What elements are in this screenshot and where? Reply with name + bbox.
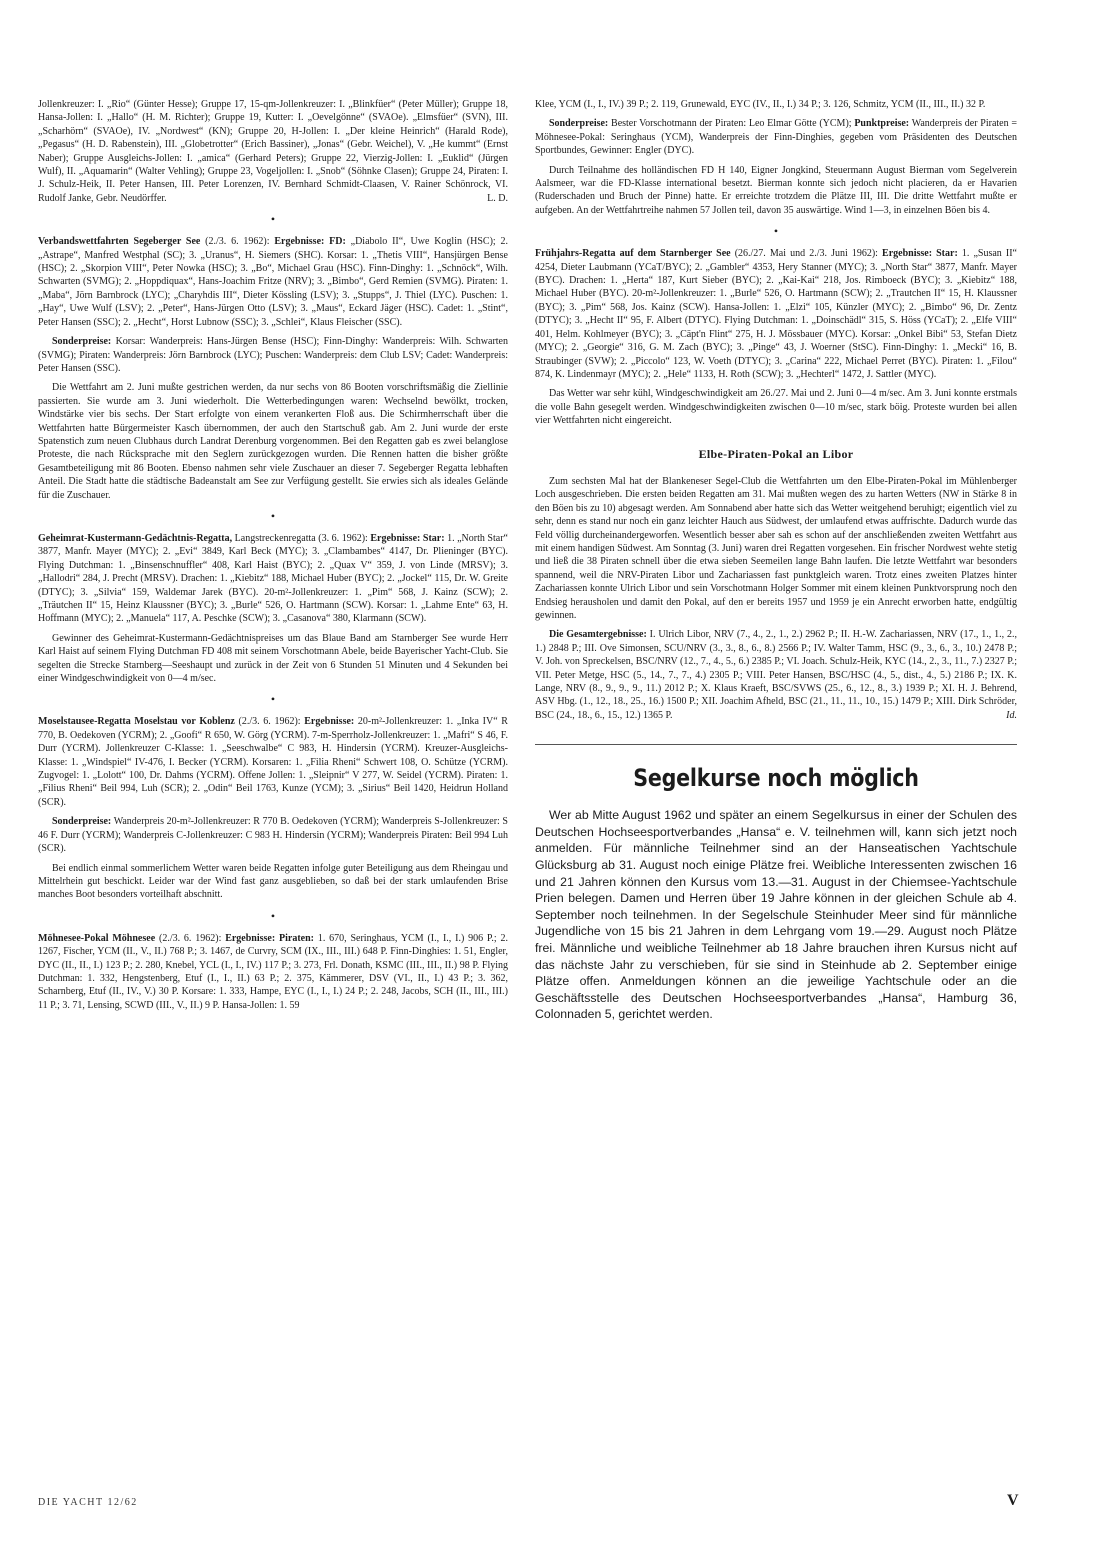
elbe-piraten-report: Zum sechsten Mal hat der Blankeneser Segel-Club die Wettfahrten um den Elbe-Piraten-Pokal im Mühlenberger Loch ausgeschrieben. Die ersten beiden Regatten am 31. Mai mußten wegen des zu harten Wetters (NW in Stärke 8 in den Böen bis zu 10) abgesagt werden. Am Sonnabend aber hatte sich das Wetter weitgehend beruhigt; eigentlich viel zu sehr, denn es stand nur noch ein ganz leichter Hauch aus Südwest, der umlaufend etwas auffrischte. Dadurch wurde das Feld völlig durcheinandergeworfen. Wesentlich besser aber sah es schon auf der anschließenden zweiten Wettfahrt aus mit einem handigen Südwest. Am Sonntag (3. Juni) waren drei Regatten vorgesehen. Ein frischer Nordwest wehte stetig und ließ die 38 Piraten schnell über die etwa sieben Seemeilen lange Bahn laufen. Die letzte Wettfahrt war besonders spannend, weil die NRV-Piraten Libor und Zachariassen fast punktgleich waren. Trotz eines zweiten Platzes hinter Zachariassen konnte Ulrich Libor und sein Vorschotmann Holger Sommer mit einem kleinen Punktvorsprung noch den Endsieg herausholen und damit den Pokal, auf den er bereits 1957 und 1959 je ein Anrecht erworben hatte, endgültig gewinnen. bbox=[535, 475, 1017, 621]
author-signature: Id. bbox=[1006, 709, 1017, 721]
report-kustermann: Gewinner des Geheimrat-Kustermann-Gedächtnispreises um das Blaue Band am Starnberger See wurde Herr Karl Haist auf seinem Flying Dutchman FD 408 mit seinem Vorschotmann Abele, beide Bayerischer Yacht-Club. Sie segelten die Strecke Starnberg—Seeshaupt und zurück in der Zeit von 6 Stunden 51 Minuten und 4 Sekunden bei einer Windgeschwindigkeit von 0—4 m/sec. bbox=[38, 632, 508, 685]
moehnesee-report: Durch Teilnahme des holländischen FD H 140, Eigner Jongkind, Steuermann August Bierman vom Segelverein Aalsmeer, war die FD-Klasse international besetzt. Bierman konnte sich jedoch nicht placieren, da er Havarien (Ruderschaden und Bruch der Pinne) hatte. Er erreichte trotzdem die Plätze III, III. Die dritte Wettfahrt mußte er aufgeben. An der Wettfahrtreihe nahmen 57 Jollen teil, davon 35 auswärtige. Wind 1—3, in einzelnen Böen bis 4. bbox=[535, 164, 1017, 216]
section-heading: Geheimrat-Kustermann-Gedächtnis-Regatta, bbox=[38, 532, 233, 544]
section-moehnesee-pokal: Möhnesee-Pokal Möhnesee (2./3. 6. 1962): Ergebnisse: Piraten: 1. 670, Seringhaus, YCM (I., I., I.) 906 P.; 2. 1267, Fischer, YCM (II., V., II.) 768 P.; 3. 1467, de Curvry, SCM (IX., III., III.) 648 P. Finn-Dinghies: 1. 51, Engler, DYC (II., II., I.) 123 P.; 2. 280, Knebel, YCL (I., I., IV.) 117 P.; 3. 273, Frl. Donath, KSMC (III., III., II.) 98 P. Flying Dutchman: 1. 332, Hengstenberg, Etuf (I., I., II.) 63 P.; 2. 375, Kämmerer, DSV (VI., II., I.) 43 P.; 3. 362, Scharnberg, Etuf (II., IV., V.) 30 P. Korsare: 1. 333, Hampe, EYC (I., I., I.) 24 P.; 2. 248, Jacobs, SCH (II., III., III.) 11 P.; 3. 71, Lensing, SCWD (III., V., II.) 9 P. Hansa-Jollen: 1. 59 bbox=[38, 932, 508, 1011]
author-signature: L. D. bbox=[487, 192, 508, 204]
special-prizes-mosel: Sonderpreise: Wanderpreis 20-m²-Jollenkreuzer: R 770 B. Oedekoven (YCRM); Wanderpreis S-Jollenkreuzer: S 46 F. Durr (YCRM); Wanderpreis C-Jollenkreuzer: C 983 H. Hindersin (YCRM); Wanderpreis Piraten: Beil 994 Luh (SCR). bbox=[38, 816, 508, 855]
section-divider-rule bbox=[535, 744, 1017, 745]
section-separator: • bbox=[270, 908, 276, 923]
section-segeberger-see: Verbandswettfahrten Segeberger See (2./3. 6. 1962): Ergebnisse: FD: „Diabolo II“, Uwe Koglin (HSC); 2. „Astrape“, Manfred Westphal (SC); 3. „Uranus“, H. Siemers (SHC). Korsar: 1. „Thetis VIII“, Hansjürgen Bense (HSC); 2. „Skorpion VIII“, Peter Nowka (HSC); 3. „Bo“, Michael Grau (HSC). Finn-Dinghy: 1. „Schnöck“, Wilh. Schwarten (SVMG); 2. „Hoppdiquax“, Hans-Joachim Fritze (NRV); 3. „Bimbo“, Gerd Remien (SVMG). Piraten: 1. „Maba“, Jörn Barnbrock (LYC); „Charyhdis III“, Dieter Kössling (LSV); 3. „Stupps“, J. Thiel (LYC). Puschen: 1. „Hay“, Uwe Wulf (LSV); 2. „Peter“, Hans-Jürgen Otto (LSV); 3. „Maus“, Eckard Jäger (HSC). Cadet: 1. „Stint“, Peter Hansen (SSC); 2. „Hecht“, Horst Lubnow (SSC); 3. „Schlei“, Klaus Fleischer (SSC). bbox=[38, 236, 509, 328]
segelkurse-body: Wer ab Mitte August 1962 und später an einem Segelkursus in einer der Schulen des Deutschen Hochseesportverbandes „Hansa“ e. V. teilnehmen will, kann sich jetzt noch anmelden. Für männliche Teilnehmer sind an der Hanseatischen Yachtschule Glücksburg ab 31. August noch einige Plätze frei. Weibliche Interessenten zwischen 16 und 21 Jahren können den Kursus vom 13.—31. August in der Chiemsee-Yachtschule Prien belegen. Damen und Herren über 19 Jahre können in der gleichen Schule ab 4. September noch teilnehmen. In der Segelschule Steinhuder Meer sind für männliche Jugendliche von 15 bis 21 Jahren in dem Lehrgang vom 19.—29. August noch Plätze frei. Männliche und weibliche Teilnehmer ab 18 Jahre brauchen ihren Kursus nicht auf das nächste Jahr zu verschieben, für sie sind in Steinhude ab 2. September einige Plätze offen. Anmeldungen können an die jeweilige Yachtschule oder an die Geschäftsstelle des Deutschen Hochseesportverbandes „Hansa“, Hamburg 36, Colonnaden 5, gerichtet werden. bbox=[535, 808, 1017, 1022]
section-heading: Moselstausee-Regatta Moselstau vor Koblenz bbox=[38, 716, 235, 728]
section-heading: Möhnesee-Pokal Möhnesee bbox=[38, 932, 156, 944]
left-column bbox=[38, 98, 508, 1018]
elbe-piraten-title: Elbe-Piraten-Pokal an Libor bbox=[698, 446, 854, 461]
section-kustermann-regatta: Geheimrat-Kustermann-Gedächtnis-Regatta, Langstreckenregatta (3. 6. 1962): Ergebnisse: Star: 1. „North Star“ 3877, Manfr. Mayer (MYC); 2. „Evi“ 3849, Karl Beck (MYC); 3. „Clambambes“ 4147, Dr. Plieninger (BYC). Flying Dutchman: 1. „Binsenschnuffler“ 408, Karl Haist (BYC); 2. „Quax V“ 359, J. von Linde (MRSV); 3. „Hallodri“ 284, J. Precht (MRSV). Drachen: 1. „Kiebitz“ 188, Michael Huber (BYC); 2. „Jockel“ 115, Dr. W. Greite (DTYC); 3. „Silvia“ 159, Waldemar Jarek (BYC). 20-m²-Jollenkreuzer: 1. „Pim“ 568, J. Kainz (SCW); 2. „Träutchen II“ 15, Heinz Klaussner (BYC); 3. „Burle“ 526, O. Hartmann (SCW). Korsar: 1. „Lahme Ente“ 63, H. Hoffmann (MYC); 2. „Manuela“ 117, A. Peschke (SCW); 3. „Casanova“ 380, Klarmann (SCW). bbox=[38, 532, 508, 625]
section-jollen-results: Jollenkreuzer: I. „Rio“ (Günter Hesse); Gruppe 17, 15-qm-Jollenkreuzer: I. „Blinkfüer“ (Peter Müller); Gruppe 18, Hansa-Jollen: I. „Hallo“ (H. M. Richter); Gruppe 19, Kutter: I. „Oevelgönne“ (SVAOe). „Elmsfüer“ (SVN), III. „Scharhörn“ (SVAOe), IV. „Nordwest“ (KN); Gruppe 20, H-Jollen: I. „Der kleine Heinrich“ (Harald Rode), „Pegasus“ (H. D. Rabenstein), III. „Globetrotter“ (Erich Bassiner), „Jonas“ (Gebr. Weichel), V. „He kummt“ (Ernst Naber); Gruppe Ausgleichs-Jollen: I. „amica“ (Gerhard Peters); Gruppe 22, Vierzig-Jollen: I. „Euklid“ (Jürgen Wulf), II. „Aquamarin“ (Walter Vehling); Gruppe 23, Vogeljollen: I. „Snob“ (Söhnke Clasen); Gruppe 24, Piraten: I. J. Schulz-Heik, II. Peter Hansen, III. Peter Lorenzen, IV. Bernhard Schmidt-Claasen, V. Rainer Schönrock, VI. Rudolf Janke, Gebr. Neudörffer. L. D. bbox=[38, 99, 508, 204]
page-number: V bbox=[1007, 1492, 1019, 1509]
section-fruehjahrs-regatta: Frühjahrs-Regatta auf dem Starnberger See (26./27. Mai und 2./3. Juni 1962): Ergebnisse: Star: 1. „Susan II“ 4254, Dieter Laubmann (YCaT/BYC); 2. „Gambler“ 4353, Hery Stanner (MYC); 3. „North Star“ 3877, Manfr. Mayer (BYC). Drachen: 1. „Herta“ 187, Kurt Sieber (BYC); 2. „Kai-Kai“ 218, Jos. Rimboeck (BYC); 3. „Kiebitz“ 188, Michael Huber (BYC). 20-m²-Jollenkreuzer: 1. „Burle“ 526, O. Hartmann (SCW); 2. „Trautchen II“ 15, H. Klaussner (BYC); 3. „Pim“ 568, Jos. Kainz (SCW). Hansa-Jollen: 1. „Elzi“ 105, Künzler (MYC); 2. „Bimbo“ 96, Dr. Zentz (DTYC); 3. „Hecht II“ 95, F. Albert (DTYC). Flying Dutchman: 1. „Doinschädl“ 315, S. Höss (YCaT); 2. „Elfe VIII“ 401, Helm. Kohlmeyer (BYC); 3. „Cäpt'n Flint“ 275, H. J. Mössbauer (MYC). Korsar: „Onkel Bibi“ 53, Stefan Dietz (MYC); 2. „Georgie“ 316, G. M. Zach (BYC); 3. „Pinge“ 43, J. Woerner (StSC). Finn-Dinghy: 1. „Mecki“ 16, B. Straubinger (SVW); 2. „Piccolo“ 123, W. Voeth (DTYC); 3. „Carina“ 222, Michael Perret (BYC). Piraten: 1. „Filou“ 874, K. Lindenmayr (MYC); 2. „Hele“ 1133, H. Roth (SCW); 3. „Hechterl“ 1472, J. Sattler (MYC). bbox=[535, 248, 1018, 380]
segelkurse-title: Segelkurse noch möglich bbox=[633, 764, 919, 793]
section-separator: • bbox=[270, 508, 276, 523]
moehnesee-continued: Klee, YCM (I., I., IV.) 39 P.; 2. 119, Grunewald, EYC (IV., II., I.) 34 P.; 3. 126, Schmitz, YCM (II., III., II.) 32 P. bbox=[535, 99, 986, 110]
section-separator: • bbox=[270, 212, 276, 227]
report-segeberg: Die Wettfahrt am 2. Juni mußte gestrichen werden, da nur sechs von 86 Booten vorschriftsmäßig die Ziellinie passierten. Sie wurde am 3. Juni wiederholt. Die Wetterbedingungen waren: Wechselnd bewölkt, trocken, Windstärke vier bis sechs. Der Start erfolgte von einem verankerten Floß aus. Die Schirmherrschaft über die Wettfahrten hatte Bürgermeister Kasch übernommen, der auch den Startschuß gab. Am 2. Juni wurde der erste Spatenstich zum neuen Clubhaus durch Landrat Derenburg vorgenommen. Bei den Regatten gab es zwei belanglose Proteste, die nach Rücksprache mit den Seglern zurückgezogen wurden. Die Rennen hatten die bisher größte Gesamtbeteiligung mit 86 Booten. Ebenso nahmen sehr viele Zuschauer an dieser 7. Segeberger Regatta lebhaften Anteil. Die Stadt hatte die städtische Badeanstalt am See zur Verfügung gestellt. Sie erwies sich als ideales Gelände für die Zuschauer. bbox=[38, 382, 508, 501]
section-separator: • bbox=[773, 224, 779, 239]
magazine-footer: DIE YACHT 12/62 bbox=[38, 1497, 138, 1508]
report-mosel: Bei endlich einmal sommerlichem Wetter waren beide Regatten infolge guter Beteiligung aus dem Rheingau und Mittelrhein gut beschickt. Leider war der Wind fast ganz ausgeblieben, so daß bei der stark umlaufenden Brise manches Boot besonders vorteilhaft abschnitt. bbox=[38, 862, 508, 901]
moehnesee-prizes: Sonderpreise: Bester Vorschotmann der Piraten: Leo Elmar Götte (YCM); Punktpreise: Wanderpreis der Piraten = Möhnesee-Pokal: Seringhaus (YCM), Wanderpreis der Finn-Dinghies, gegeben vom Präsidenten des Deutschen Sportbundes, Gewinner: Engler (DYC). bbox=[535, 118, 1017, 157]
elbe-piraten-results: Die Gesamtergebnisse: I. Ulrich Libor, NRV (7., 4., 2., 1., 2.) 2962 P.; II. H.-W. Zachariassen, NRV (17., 1., 1., 2., 1.) 2848 P.; III. Ove Simonsen, SCU/NRV (3., 3., 8., 6., 8.) 2566 P.; IV. Walter Tamm, HSC (9., 3., 6., 3., 10.) 2478 P.; V. Joh. von Spreckelsen, BSC/NRV (12., 7., 4., 5., 6.) 2385 P.; VI. Joach. Schulz-Heik, KYC (14., 2., 3., 11., 7.) 2327 P.; VII. Peter Metge, HSC (5., 14., 7., 7., 4.) 2305 P.; VIII. Peter Hansen, BSC/HSC (4., 5., dist., 4., 5.) 2186 P.; IX. K. Lange, NRV (8., 9., 9., 9., 11.) 2012 P.; X. Klaus Kraeft, BSC/SVWS (25., 6., 12., 8., 3.) 1939 P.; XI. H. J. Behrend, ASV Hbg. (1., 12., 18., 25., 16.) 1500 P.; XII. Joachim Afheld, BSC (21., 11., 11., 10., 15.) 1479 P.; XIII. Dirk Schröder, BSC (24., 18., 6., 15., 12.) 1365 P. Id. bbox=[535, 629, 1017, 721]
section-separator: • bbox=[270, 692, 276, 707]
section-heading: Verbandswettfahrten Segeberger See bbox=[38, 236, 201, 248]
fruehjahrs-weather: Das Wetter war sehr kühl, Windgeschwindigkeit am 26./27. Mai und 2. Juni 0—4 m/sec. Am 3. Juni konnte erstmals die volle Bahn gesegelt werden. Windgeschwindigkeiten zwischen 0—10 m/sec, stark böig. Proteste wurden bei allen vier Wettfahrten nicht eingereicht. bbox=[535, 388, 1017, 427]
section-moselstau: Moselstausee-Regatta Moselstau vor Koblenz (2./3. 6. 1962): Ergebnisse: 20-m²-Jollenkreuzer: 1. „Inka IV“ R 770, B. Oedekoven (YCRM); 2. „Goofi“ R 650, W. Görg (YCRM). 7-m-Sperrholz-Jollenkreuzer: 1. „Mafri“ S 46, F. Durr (YCRM). Jollenkreuzer C-Klasse: 1. „Seeschwalbe“ C 983, H. Hindersin (YCRM). Kreuzer-Ausgleichs-Klasse: 1. „Windspiel“ IV-476, I. Becker (YCRM). Korsaren: 1. „Filia Rheni“ Schwert 108, O. Schütze (YCRM). Zugvogel: 1. „Lolott“ 100, Dr. Dahms (YCRM). Offene Jollen: 1. „Sleipnir“ V 277, W. Seidel (YCRM). Piraten: 1. „Filius Rheni“ Beil 994, Luh (SCR); 2. „Odin“ Beil 1763, Kunze (YCM); 3. „Sirius“ Beil 1420, Heidrun Holland (SCR). bbox=[38, 716, 508, 808]
section-heading: Frühjahrs-Regatta auf dem Starnberger See bbox=[535, 248, 731, 260]
right-column bbox=[535, 98, 1017, 1029]
special-prizes-segeberg: Sonderpreise: Korsar: Wanderpreis: Hans-Jürgen Bense (HSC); Finn-Dinghy: Wanderpreis: Wilh. Schwarten (SVMG); Piraten: Wanderpreis: Jörn Barnbrock (LYC); Puschen: Wanderpreis: dem Club LSV; Cadet: Wanderpreis: Peter Hansen (SSC). bbox=[38, 336, 508, 374]
